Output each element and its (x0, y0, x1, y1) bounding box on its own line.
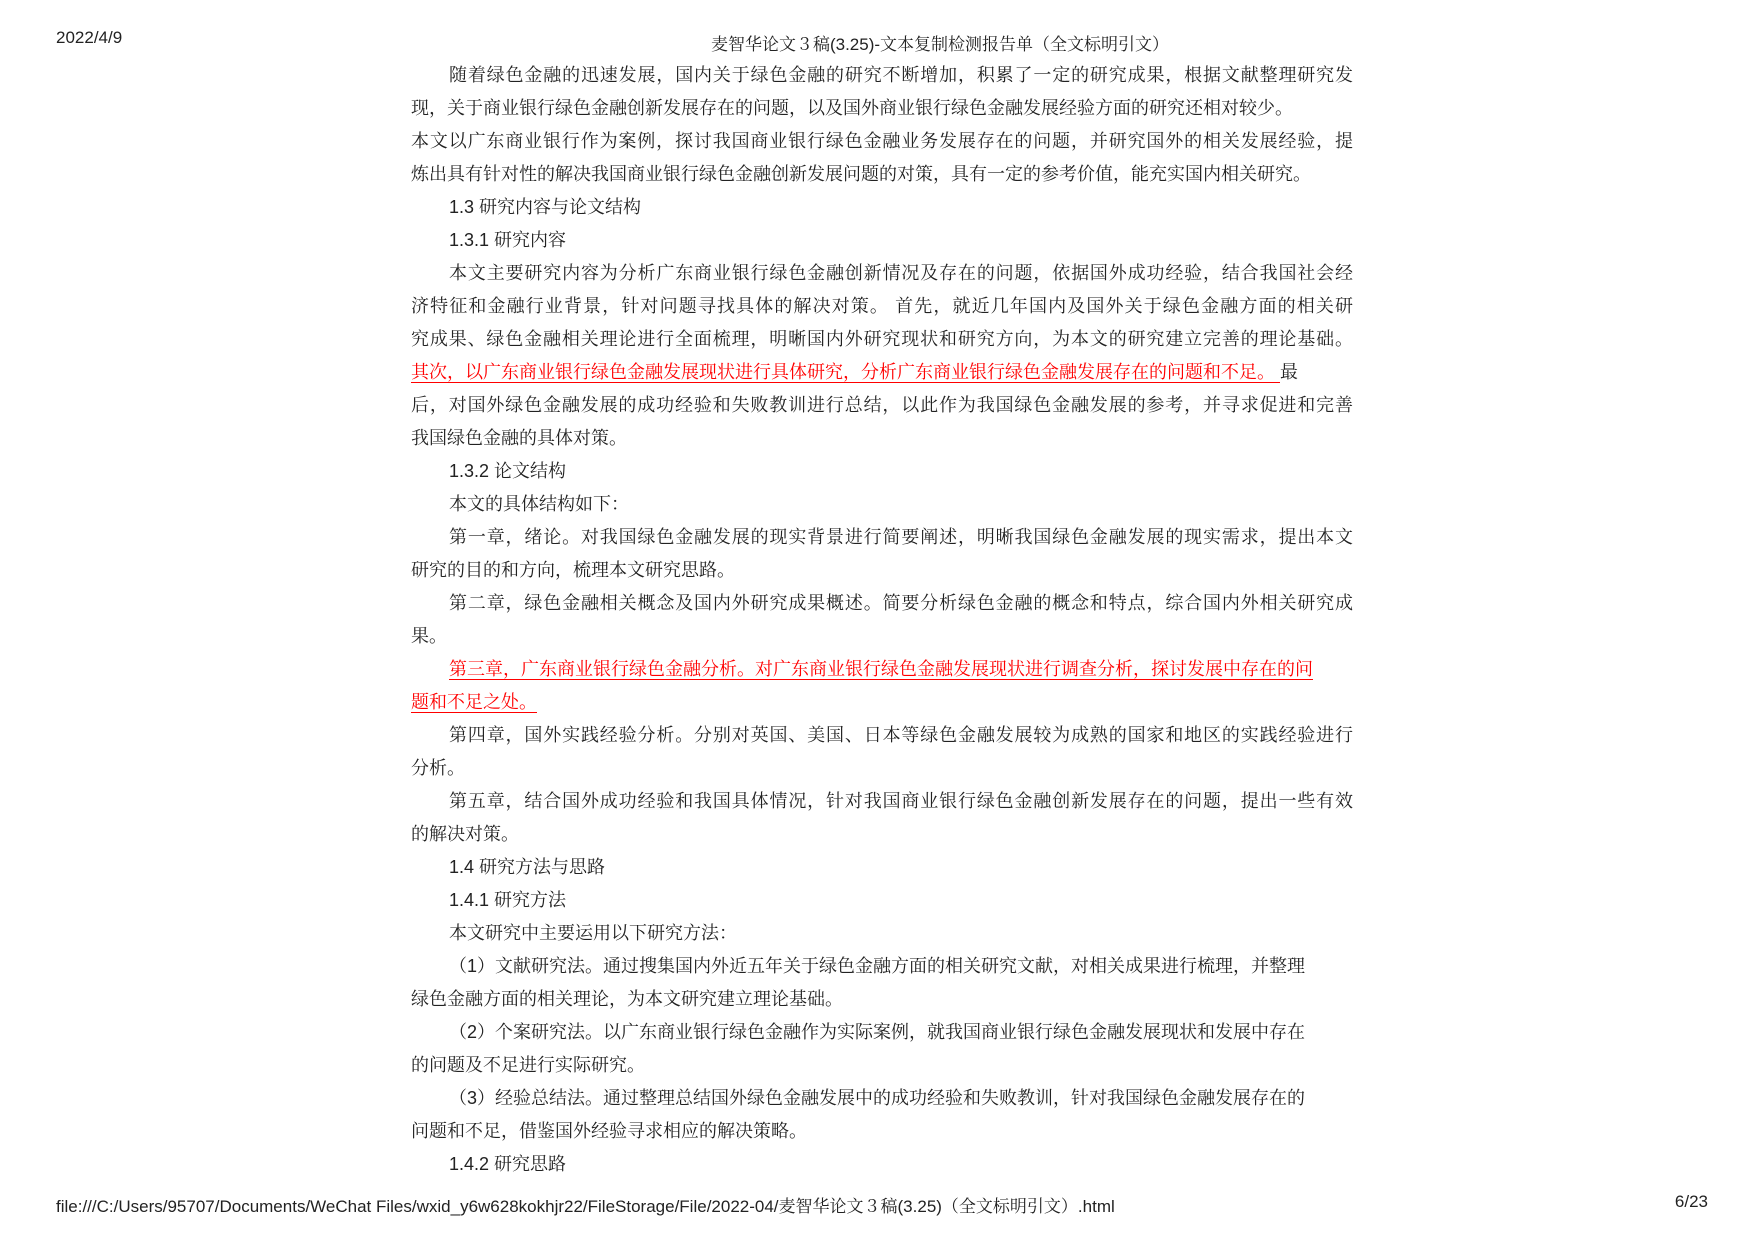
text-segment: 问题和不足，借鉴国外经验寻求相应的解决策略。 (411, 1121, 807, 1141)
text-line (411, 224, 1353, 257)
text-line (411, 191, 1353, 224)
text-segment: 第一章，绪论。对我国绿色金融发展的现实背景进行简要阐述，明晰我国绿色金融发展的现实需求，提出本文 (449, 527, 1353, 547)
flagged-text: 题和不足之处。 (411, 692, 537, 712)
text-segment: 的问题及不足进行实际研究。 (411, 1055, 645, 1075)
text-segment: 分析。 (411, 758, 465, 778)
text-line (411, 488, 1353, 521)
text-segment: （2）个案研究法。以广东商业银行绿色金融作为实际案例，就我国商业银行绿色金融发展现状和发展中存在 (449, 1022, 1306, 1042)
text-line (411, 1049, 1353, 1082)
text-segment: 绿色金融方面的相关理论，为本文研究建立理论基础。 (411, 989, 843, 1009)
text-line (411, 983, 1353, 1016)
text-line (411, 620, 1353, 653)
text-line (411, 884, 1353, 917)
text-line (411, 719, 1353, 752)
text-line (411, 125, 1353, 158)
text-segment: 第五章，结合国外成功经验和我国具体情况，针对我国商业银行绿色金融创新发展存在的问题，提出一些有效 (449, 791, 1353, 811)
text-line (411, 554, 1353, 587)
file-path: file:///C:/Users/95707/Documents/WeChat Files/wxid_y6w628kokhjr22/FileStorage/File/2022-04/麦智华论文３稿(3.25)（全文标明引文）.html (56, 1197, 1115, 1216)
text-line (411, 752, 1353, 785)
text-line (411, 389, 1353, 422)
text-line (411, 686, 1353, 719)
text-segment: （3）经验总结法。通过整理总结国外绿色金融发展中的成功经验和失败教训，针对我国绿色金融发展存在的 (449, 1088, 1306, 1108)
text-segment: 炼出具有针对性的解决我国商业银行绿色金融创新发展问题的对策，具有一定的参考价值，能充实国内相关研究。 (411, 164, 1311, 184)
text-segment: 果。 (411, 626, 447, 646)
text-segment: 本文主要研究内容为分析广东商业银行绿色金融创新情况及存在的问题，依据国外成功经验，结合我国社会经 (449, 263, 1353, 283)
text-segment: 1.4.1 研究方法 (449, 890, 567, 910)
text-line (411, 356, 1353, 389)
text-line (411, 917, 1353, 950)
text-line (411, 950, 1353, 983)
text-line (411, 257, 1353, 290)
text-segment: 本文的具体结构如下： (449, 494, 629, 514)
text-line (411, 653, 1353, 686)
text-segment: 究成果、绿色金融相关理论进行全面梳理，明晰国内外研究现状和研究方向，为本文的研究建立完善的理论基础。 (411, 329, 1353, 349)
page-number: 6/23 (1674, 1192, 1708, 1211)
text-line (411, 818, 1353, 851)
text-line (411, 851, 1353, 884)
text-segment: 研究的目的和方向，梳理本文研究思路。 (411, 560, 735, 580)
text-segment: 1.4.2 研究思路 (449, 1154, 567, 1174)
text-line (411, 290, 1353, 323)
text-line (411, 59, 1353, 92)
text-line (411, 1148, 1353, 1181)
text-segment: 1.3.1 研究内容 (449, 230, 567, 250)
text-line (411, 455, 1353, 488)
text-line (411, 323, 1353, 356)
text-line (411, 422, 1353, 455)
text-line (411, 1082, 1353, 1115)
text-line (411, 158, 1353, 191)
text-segment: 1.3 研究内容与论文结构 (449, 197, 642, 217)
text-line (411, 1016, 1353, 1049)
text-segment: 随着绿色金融的迅速发展，国内关于绿色金融的研究不断增加，积累了一定的研究成果，根据文献整理研究发 (449, 65, 1353, 85)
text-segment: （1）文献研究法。通过搜集国内外近五年关于绿色金融方面的相关研究文献，对相关成果进行梳理，并整理 (449, 956, 1306, 976)
text-segment: 最 (1280, 362, 1298, 382)
text-segment: 本文以广东商业银行作为案例，探讨我国商业银行绿色金融业务发展存在的问题，并研究国外的相关发展经验，提 (411, 131, 1353, 151)
document-body (411, 59, 1353, 1181)
flagged-text: 第三章，广东商业银行绿色金融分析。对广东商业银行绿色金融发展现状进行调查分析，探讨发展中存在的问 (449, 659, 1313, 679)
text-segment: 本文研究中主要运用以下研究方法： (449, 923, 737, 943)
print-date: 2022/4/9 (56, 28, 123, 47)
text-segment: 后，对国外绿色金融发展的成功经验和失败教训进行总结，以此作为我国绿色金融发展的参考，并寻求促进和完善 (411, 395, 1353, 415)
text-segment: 1.4 研究方法与思路 (449, 857, 606, 877)
text-segment: 现，关于商业银行绿色金融创新发展存在的问题，以及国外商业银行绿色金融发展经验方面的研究还相对较少。 (411, 98, 1293, 118)
text-line (411, 92, 1353, 125)
page-title: 麦智华论文３稿(3.25)-文本复制检测报告单（全文标明引文） (710, 35, 1170, 54)
text-line (411, 521, 1353, 554)
text-line (411, 587, 1353, 620)
text-segment: 第二章，绿色金融相关概念及国内外研究成果概述。简要分析绿色金融的概念和特点，综合国内外相关研究成 (449, 593, 1353, 613)
text-segment: 济特征和金融行业背景，针对问题寻找具体的解决对策。 首先，就近几年国内及国外关于绿色金融方面的相关研 (411, 296, 1353, 316)
text-segment: 第四章，国外实践经验分析。分别对英国、美国、日本等绿色金融发展较为成熟的国家和地区的实践经验进行 (449, 725, 1353, 745)
text-line (411, 1115, 1353, 1148)
text-segment: 的解决对策。 (411, 824, 519, 844)
flagged-text: 其次，以广东商业银行绿色金融发展现状进行具体研究，分析广东商业银行绿色金融发展存在的问题和不足。 (411, 362, 1280, 382)
text-line (411, 785, 1353, 818)
text-segment: 我国绿色金融的具体对策。 (411, 428, 627, 448)
text-segment: 1.3.2 论文结构 (449, 461, 567, 481)
